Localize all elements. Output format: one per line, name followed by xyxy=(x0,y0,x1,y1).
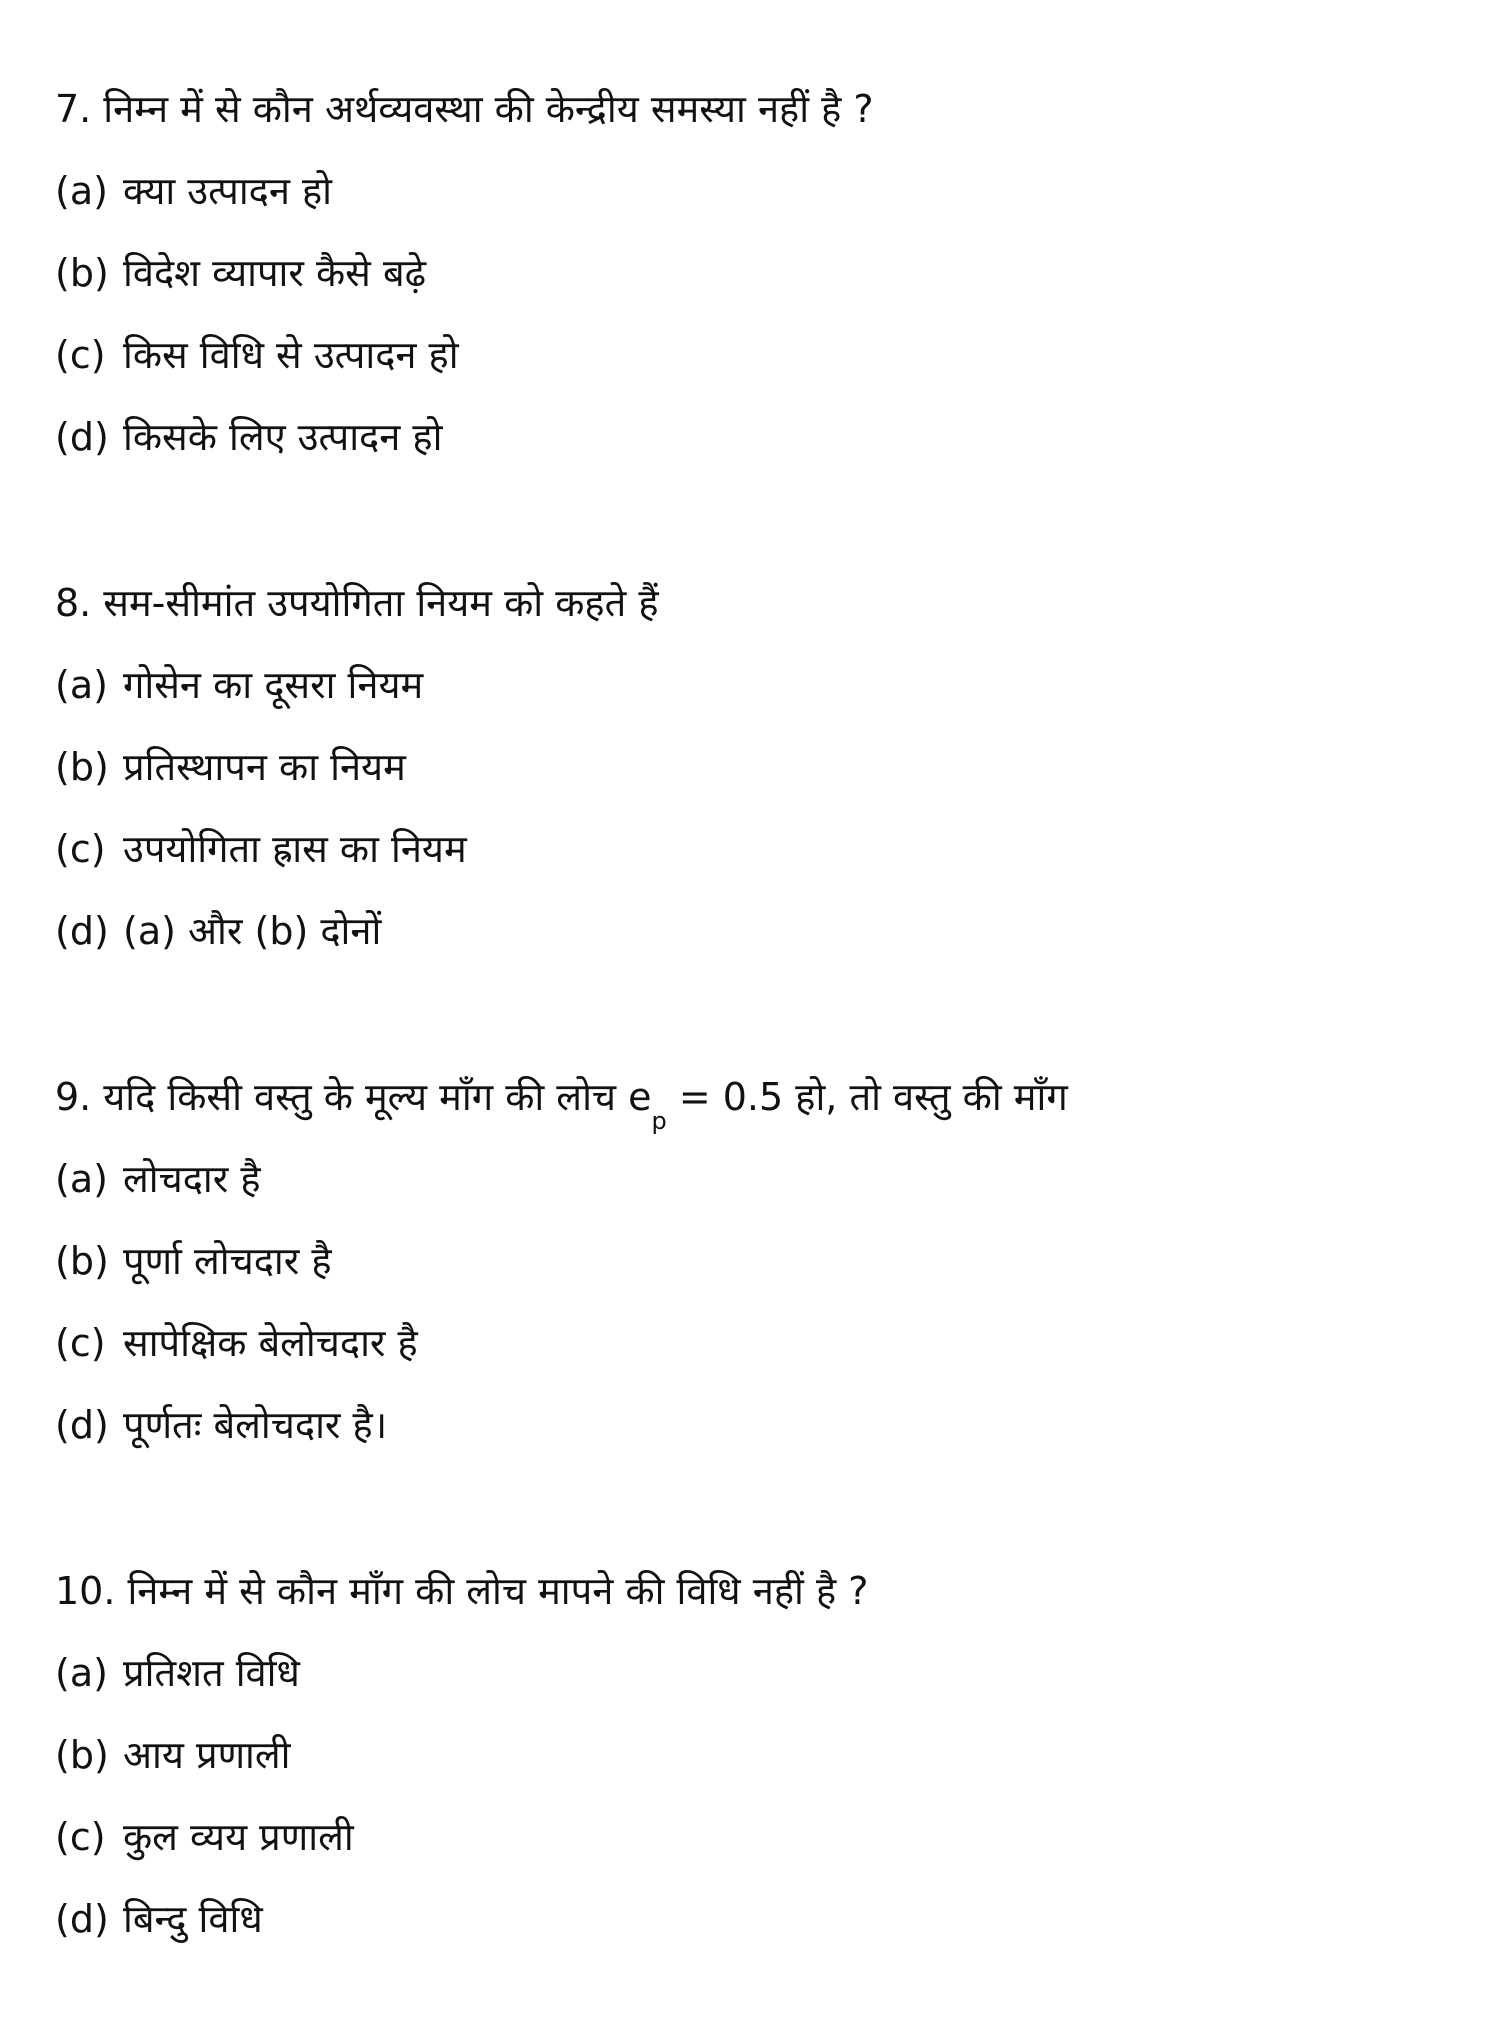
option-text: (a) और (b) दोनों xyxy=(123,909,382,953)
option-label: (a) xyxy=(55,663,108,707)
question-text-before: यदि किसी वस्तु के मूल्य माँग की लोच e xyxy=(103,1075,652,1119)
question-text: निम्न में से कौन अर्थव्यवस्था की केन्द्रीय समस्या नहीं है ? xyxy=(103,87,874,131)
option-b xyxy=(55,1714,1455,1796)
question-8 xyxy=(55,562,1455,972)
question-text-after: = 0.5 हो, तो वस्तु की माँग xyxy=(666,1075,1068,1119)
option-label: (d) xyxy=(55,415,109,459)
option-text: प्रतिशत विधि xyxy=(123,1651,300,1695)
option-text: गोसेन का दूसरा नियम xyxy=(123,663,424,707)
option-text: विदेश व्यापार कैसे बढ़े xyxy=(123,251,427,295)
option-b xyxy=(55,1220,1455,1302)
option-label: (d) xyxy=(55,1403,109,1447)
option-d xyxy=(55,396,1455,478)
option-b xyxy=(55,232,1455,314)
question-text: सम-सीमांत उपयोगिता नियम को कहते हैं xyxy=(103,581,659,625)
question-stem xyxy=(55,562,1455,644)
question-number: 10. xyxy=(55,1569,116,1613)
option-text: लोचदार है xyxy=(123,1157,261,1201)
option-label: (b) xyxy=(55,1239,109,1283)
question-number: 7. xyxy=(55,87,92,131)
option-text: किस विधि से उत्पादन हो xyxy=(123,333,459,377)
option-label: (a) xyxy=(55,1651,108,1695)
option-label: (d) xyxy=(55,909,109,953)
question-9 xyxy=(55,1056,1455,1466)
question-stem xyxy=(55,68,1455,150)
option-a xyxy=(55,150,1455,232)
option-label: (a) xyxy=(55,169,108,213)
option-b xyxy=(55,726,1455,808)
option-d xyxy=(55,1384,1455,1466)
option-d xyxy=(55,890,1455,972)
option-c xyxy=(55,808,1455,890)
option-text: कुल व्यय प्रणाली xyxy=(123,1815,354,1859)
question-number: 9. xyxy=(55,1075,92,1119)
option-text: किसके लिए उत्पादन हो xyxy=(123,415,443,459)
option-label: (c) xyxy=(55,1815,106,1859)
option-text: बिन्दु विधि xyxy=(123,1897,263,1941)
option-label: (b) xyxy=(55,1733,109,1777)
question-7 xyxy=(55,68,1455,478)
option-text: पूर्णतः बेलोचदार है। xyxy=(123,1403,388,1447)
option-label: (c) xyxy=(55,827,106,871)
question-text: निम्न में से कौन माँग की लोच मापने की विधि नहीं है ? xyxy=(127,1569,869,1613)
option-label: (b) xyxy=(55,745,109,789)
option-text: उपयोगिता ह्रास का नियम xyxy=(123,827,467,871)
question-stem xyxy=(55,1056,1455,1138)
option-c xyxy=(55,1302,1455,1384)
option-text: पूर्णा लोचदार है xyxy=(123,1239,332,1283)
option-text: सापेक्षिक बेलोचदार है xyxy=(123,1321,418,1365)
option-text: प्रतिस्थापन का नियम xyxy=(123,745,406,789)
option-d xyxy=(55,1878,1455,1960)
elasticity-subscript: p xyxy=(651,1106,667,1135)
option-a xyxy=(55,1632,1455,1714)
option-text: आय प्रणाली xyxy=(123,1733,291,1777)
option-label: (c) xyxy=(55,333,106,377)
option-label: (a) xyxy=(55,1157,108,1201)
question-10 xyxy=(55,1550,1455,1960)
question-stem xyxy=(55,1550,1455,1632)
option-label: (b) xyxy=(55,251,109,295)
question-number: 8. xyxy=(55,581,92,625)
option-text: क्या उत्पादन हो xyxy=(123,169,333,213)
option-label: (d) xyxy=(55,1897,109,1941)
option-label: (c) xyxy=(55,1321,106,1365)
option-c xyxy=(55,314,1455,396)
option-a xyxy=(55,644,1455,726)
option-c xyxy=(55,1796,1455,1878)
